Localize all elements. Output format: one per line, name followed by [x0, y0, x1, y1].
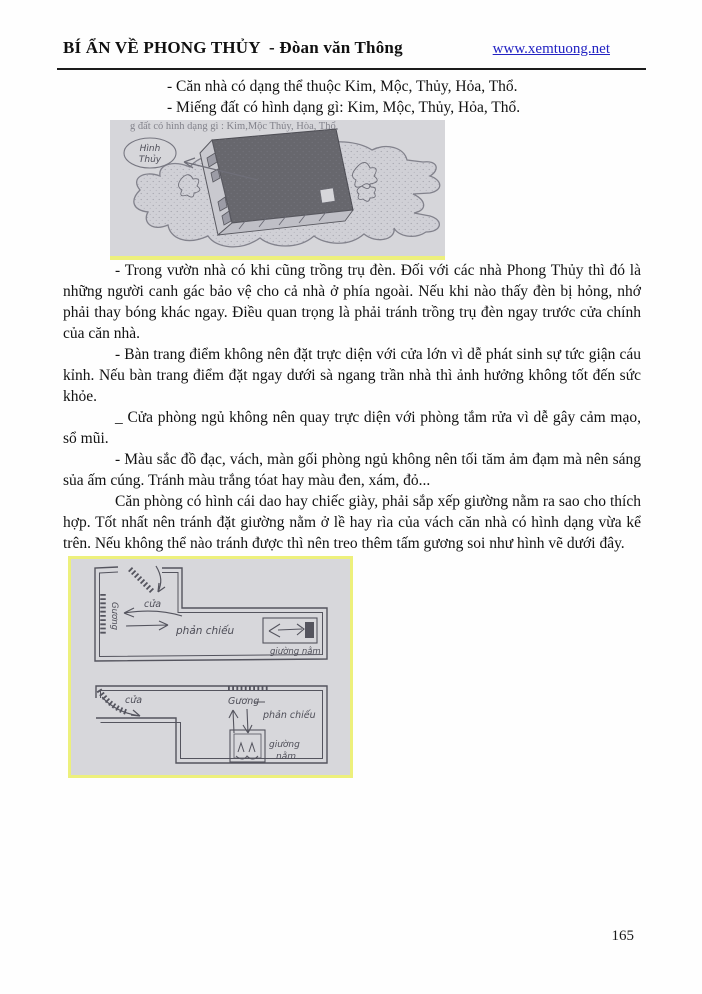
figure-house-on-land-sketch	[110, 120, 445, 260]
bullet-house-shape: - Căn nhà có dạng thể thuộc Kim, Mộc, Thủy, Hỏa, Thổ.	[167, 78, 518, 95]
top-mirror-label: Gương	[109, 602, 119, 630]
top-door-label: cửa	[144, 599, 162, 610]
bubble-label-line2: Thủy	[138, 155, 162, 165]
para-room-shape: Căn phòng có hình cái dao hay chiếc giày, phải sắp xếp giường nằm ra sao cho thích hợp. Tốt nhất nên tránh đặt giường nằm ở lề hay rìa của vách căn nhà có hình dạng vừa kể trên. Nếu không thể nào tránh được thì nên treo thêm tấm gương soi như hình vẽ dưới đây.	[63, 493, 641, 552]
bottom-mirror-label: Gương	[228, 696, 260, 707]
bottom-door-label: cửa	[125, 695, 143, 706]
body-text	[63, 76, 641, 778]
house-drawing	[200, 129, 353, 235]
figure2-background	[68, 556, 353, 778]
bottom-bed-label-line2: nằm	[276, 752, 296, 762]
bottom-reflect-label: phản chiếu	[263, 710, 316, 721]
bottom-bed-label-line1: giường	[269, 740, 300, 750]
para-colors: - Màu sắc đồ đạc, vách, màn gối phòng ngủ không nên tối tăm ảm đạm mà nên sáng sủa ấm cúng. Tránh màu trắng tóat hay màu đen, xám, đỏ...	[63, 451, 641, 489]
para-lamp-posts: - Trong vườn nhà có khi cũng trồng trụ đèn. Đối với các nhà Phong Thủy thì đó là những người canh gác bảo vệ cho cả nhà ở phía ngoài. Nếu khi nào thấy đèn bị hỏng, nhớ phải thay bóng khác ngay. Điều quan trọng là phải tránh trồng trụ đèn ngay trước cửa chính của căn nhà.	[63, 262, 641, 342]
figure1-cut-caption: g đất có hình dạng gì : Kim,Mộc Thủy, Hòa, Thổ,	[130, 121, 339, 132]
page-title: BÍ ẨN VỀ PHONG THỦY - Đòan văn Thông	[63, 38, 403, 57]
bullet-land-shape: - Miếng đất có hình dạng gì: Kim, Mộc, Thủy, Hỏa, Thổ.	[167, 99, 521, 116]
page-number: 165	[611, 928, 634, 944]
top-bed-label: giường nằm	[270, 647, 321, 657]
para-bedroom-door: _ Cửa phòng ngủ không nên quay trực diện với phòng tắm rửa vì dễ gây cảm mạo, sổ mũi.	[63, 409, 641, 447]
figure-floorplan-mirror-sketch	[68, 556, 353, 778]
header-divider	[57, 68, 646, 70]
para-dressing-table: - Bàn trang điểm không nên đặt trực diện với cửa lớn vì dễ phát sinh sự tức giận cáu kỉnh. Nếu bàn trang điểm đặt ngay dưới sà ngang trần nhà thì ảnh hưởng không tốt đến sức khỏe.	[63, 346, 641, 405]
top-reflect-label: phản chiếu	[176, 625, 235, 637]
top-bed-pillow	[305, 622, 314, 638]
bubble-label-line1: Hình	[139, 144, 161, 154]
website-link[interactable]: www.xemtuong.net	[492, 41, 610, 57]
